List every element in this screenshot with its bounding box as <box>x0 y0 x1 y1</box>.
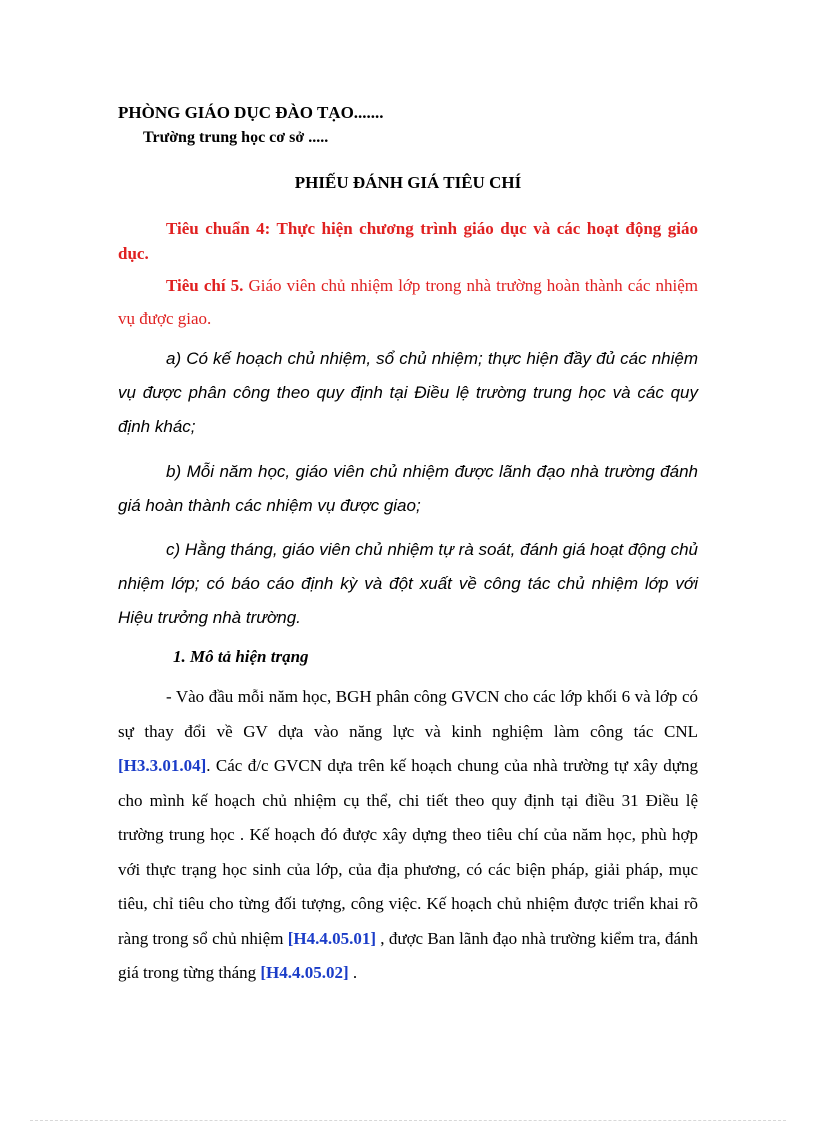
paragraph-text-1: - Vào đầu mỗi năm học, BGH phân công GVCN cho các lớp khối 6 và lớp có sự thay đổi về GV dựa vào năng lực và kinh nghiệm làm công tác CNL <box>118 687 698 741</box>
section-heading: 1. Mô tả hiện trạng <box>173 647 309 666</box>
standard-heading: Tiêu chuẩn 4: Thực hiện chương trình giáo dục và các hoạt động giáo dục. <box>118 219 698 263</box>
school-name: Trường trung học cơ sở ..... <box>143 129 329 146</box>
paragraph-text-3: , được Ban lãnh đạo nhà trường kiểm tra, đánh giá trong từng tháng <box>118 928 698 982</box>
department-name: PHÒNG GIÁO DỤC ĐÀO TẠO....... <box>118 103 384 122</box>
requirement-b: b) Mỗi năm học, giáo viên chủ nhiệm được lãnh đạo nhà trường đánh giá hoàn thành các nhiệm vụ được giao; <box>118 462 698 515</box>
paragraph-text-2: . Các đ/c GVCN dựa trên kế hoạch chung của nhà trường tự xây dựng cho mình kế hoạch chủ nhiệm cụ thể, chi tiết theo quy định tại điều 31 Điều lệ trường trung học . Kế hoạch đó được xây dựng theo tiêu chí của năm học, phù hợp với thực trạng học sinh của lớp, của địa phương, có các biện pháp, giải pháp, mục tiêu, chỉ tiêu cho từng đối tượng, công việc. Kế hoạch chủ nhiệm được triển khai rõ ràng trong sổ chủ nhiệm <box>118 756 698 948</box>
requirement-a: a) Có kế hoạch chủ nhiệm, sổ chủ nhiệm; thực hiện đầy đủ các nhiệm vụ được phân công theo quy định tại Điều lệ trường trung học và các quy định khác; <box>118 349 698 436</box>
page-title: PHIẾU ĐÁNH GIÁ TIÊU CHÍ <box>294 173 522 192</box>
evidence-reference-3: [H4.4.05.02] <box>260 963 349 982</box>
evidence-reference-2: [H4.4.05.01] <box>287 928 377 948</box>
page-bottom-divider <box>30 1120 786 1121</box>
criterion-lead: Tiêu chí 5. <box>166 276 244 295</box>
criterion-text: Giáo viên chủ nhiệm lớp trong nhà trường hoàn thành các nhiệm vụ được giao. <box>118 276 698 328</box>
requirement-c: c) Hằng tháng, giáo viên chủ nhiệm tự rà soát, đánh giá hoạt động chủ nhiệm lớp; có báo cáo định kỳ và đột xuất về công tác chủ nhiệm lớp với Hiệu trưởng nhà trường. <box>118 540 698 627</box>
evidence-reference-1: [H3.3.01.04] <box>118 756 207 775</box>
criterion-paragraph <box>118 269 698 335</box>
status-description-paragraph <box>118 680 698 991</box>
paragraph-text-4: . <box>348 963 358 982</box>
